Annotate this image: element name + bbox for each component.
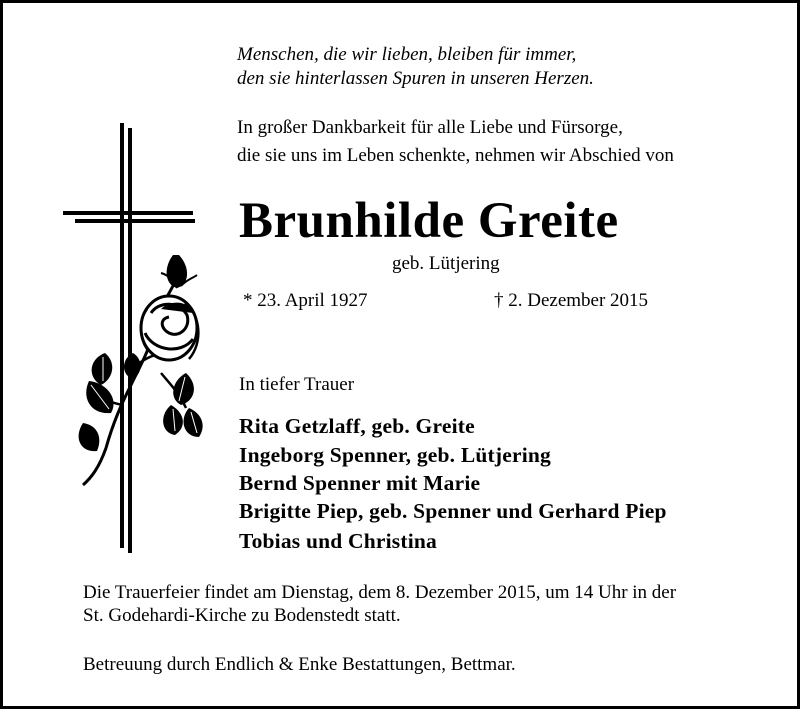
maiden-name: geb. Lütjering [392,253,500,274]
mourner-name: Rita Getzlaff, geb. Greite [239,414,475,438]
cross-with-rose-icon [61,123,211,553]
undertaker-line: Betreuung durch Endlich & Enke Bestattungen, Bettmar. [83,654,516,675]
death-date: † 2. Dezember 2015 [494,290,649,311]
funeral-info-line: St. Godehardi-Kirche zu Bodenstedt statt. [83,605,401,626]
mourner-name: Ingeborg Spenner, geb. Lütjering [239,443,552,467]
mourning-intro: In tiefer Trauer [239,374,355,395]
intro-line: die sie uns im Leben schenkte, nehmen wir Abschied von [237,145,674,166]
mourner-name: Tobias und Christina [239,529,437,553]
deceased-name: Brunhilde Greite [239,193,619,249]
quote-line: Menschen, die wir lieben, bleiben für immer, [237,44,577,65]
birth-date: * 23. April 1927 [243,290,368,311]
intro-line: In großer Dankbarkeit für alle Liebe und Fürsorge, [237,117,623,138]
quote-line: den sie hinterlassen Spuren in unseren Herzen. [237,68,594,89]
mourner-name: Bernd Spenner mit Marie [239,471,481,495]
mourner-name: Brigitte Piep, geb. Spenner und Gerhard Piep [239,499,667,523]
funeral-info-line: Die Trauerfeier findet am Dienstag, dem 8. Dezember 2015, um 14 Uhr in der [83,582,677,603]
